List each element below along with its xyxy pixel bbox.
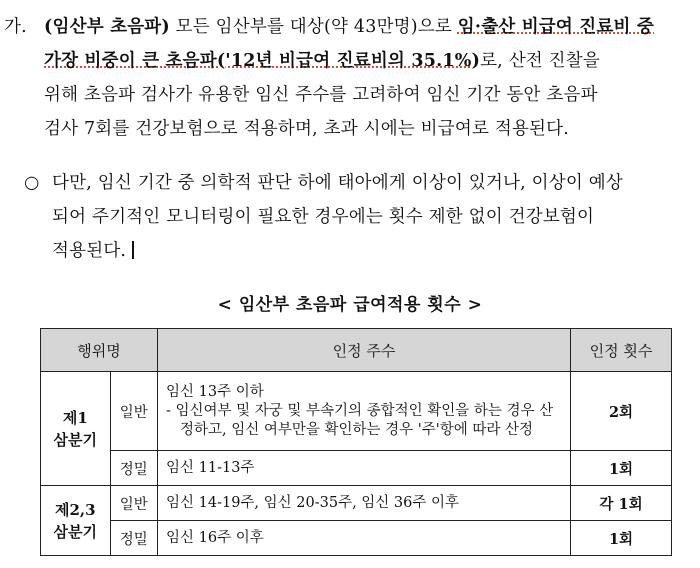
bullet-circle-icon: ○ <box>24 173 40 193</box>
table-header-row <box>41 329 672 372</box>
paragraph-line <box>52 234 623 268</box>
row-type: 정밀 <box>110 451 157 486</box>
desc-line: 임신 13주 이하 <box>166 383 264 400</box>
table-row <box>41 451 672 486</box>
bold-emphasis: 가장 비중이 큰 초음파('12년 비급여 진료비의 35.1%) <box>44 51 481 71</box>
row-count: 1회 <box>571 451 672 486</box>
text-span: 로, 산전 진찰을 <box>480 51 600 71</box>
group-name-line: 삼분기 <box>53 522 98 541</box>
group-name-line: 제1 <box>62 408 88 427</box>
paragraph-ga <box>4 10 654 146</box>
group-name-line: 제2,3 <box>55 500 96 519</box>
row-description: 임신 16주 이후 <box>158 521 571 556</box>
table-row <box>41 521 672 556</box>
header-weeks: 인정 주수 <box>158 329 571 372</box>
ultrasound-coverage-table <box>40 328 672 556</box>
table-row <box>41 486 672 521</box>
desc-sub-note: - 임신여부 및 자궁 및 부속기의 종합적인 확인을 하는 경우 산정하고, 임신 여부만을 확인하는 경우 '주'항에 따라 산정 <box>166 402 554 438</box>
row-description: 임신 14-19주, 임신 20-35주, 임신 36주 이후 <box>158 486 571 521</box>
bold-heading: (임산부 초음파) <box>44 17 170 37</box>
table-caption: < 임산부 초음파 급여적용 횟수 > <box>217 295 483 315</box>
group-second-third-trimester <box>41 486 111 556</box>
row-count: 1회 <box>571 521 672 556</box>
text-span: 모든 임산부를 대상(약 43만명)으로 <box>169 17 458 37</box>
text-span: 적용된다. <box>52 241 127 261</box>
paragraph-marker-ga: 가. <box>4 17 27 37</box>
paragraph-bullet <box>24 166 623 268</box>
paragraph-line: 검사 7회를 건강보험으로 적용하며, 초과 시에는 비급여로 적용된다. <box>44 119 570 139</box>
row-type: 일반 <box>110 372 157 451</box>
paragraph-line: 다만, 임신 기간 중 의학적 판단 하에 태아에게 이상이 있거나, 이상이 예상 <box>52 173 623 193</box>
row-type: 일반 <box>110 486 157 521</box>
row-count: 2회 <box>571 372 672 451</box>
header-count: 인정 횟수 <box>571 329 672 372</box>
row-type: 정밀 <box>110 521 157 556</box>
table-row <box>41 372 672 451</box>
row-count: 각 1회 <box>571 486 672 521</box>
row-description <box>158 372 571 451</box>
bold-emphasis: 임·출산 비급여 진료비 중 <box>457 17 655 37</box>
group-first-trimester <box>41 372 111 486</box>
row-description: 임신 11-13주 <box>158 451 571 486</box>
group-name-line: 삼분기 <box>53 430 98 449</box>
paragraph-line: 되어 주기적인 모니터링이 필요한 경우에는 횟수 제한 없이 건강보험이 <box>52 207 595 227</box>
header-procedure: 행위명 <box>41 329 158 372</box>
paragraph-line <box>44 10 654 44</box>
text-cursor <box>132 241 134 259</box>
paragraph-line: 위해 초음파 검사가 유용한 임신 주수를 고려하여 임신 기간 동안 초음파 <box>44 85 598 105</box>
paragraph-line <box>44 44 654 78</box>
